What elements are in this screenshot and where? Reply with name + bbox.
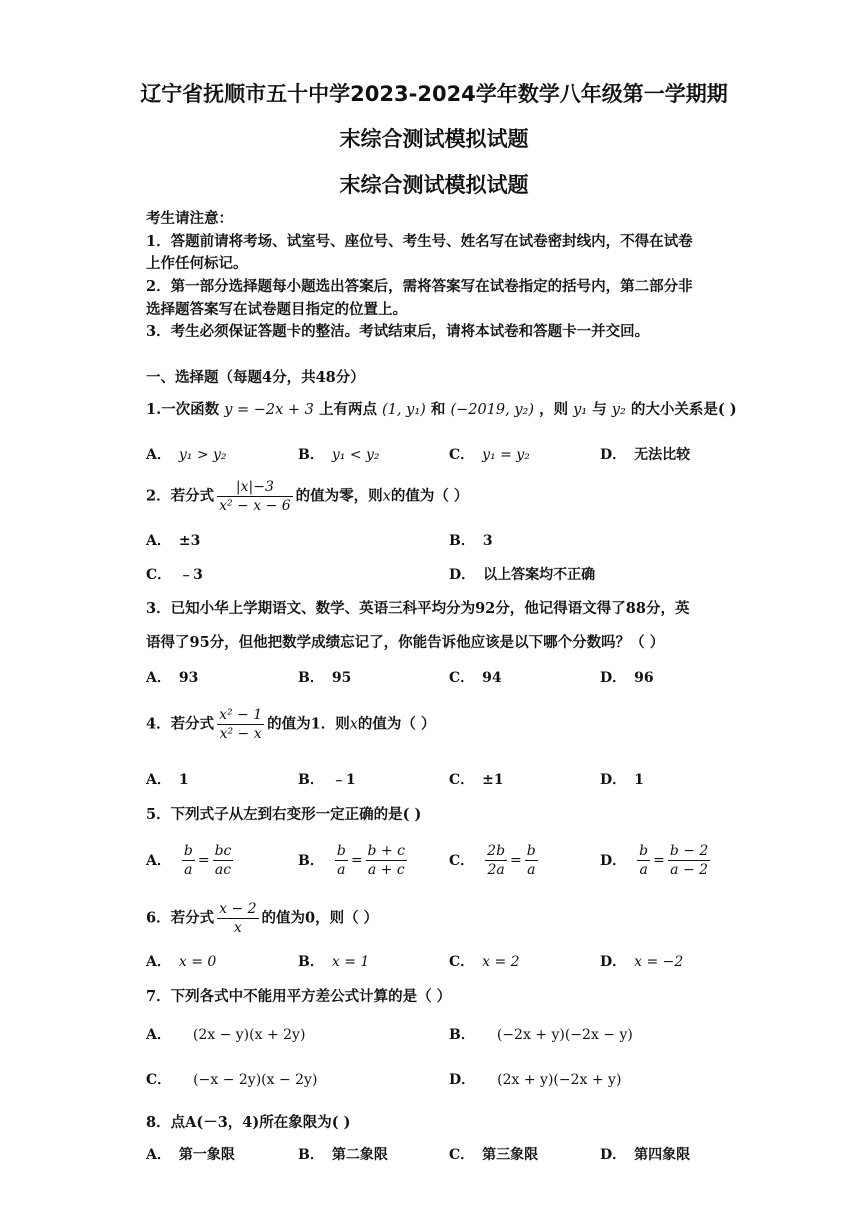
q2-var: x [382, 488, 391, 505]
q2-suffix2: 的值为（ ） [390, 487, 469, 505]
question-1 [146, 398, 737, 419]
q1-suffix: 的大小关系是( ) [630, 401, 737, 418]
section-heading: 一、选择题（每题4分，共48分） [146, 369, 365, 386]
q4-option-b[interactable]: B． ﹣1 [298, 772, 356, 788]
q6-option-b[interactable]: B． x = 1 [298, 954, 370, 970]
q3-option-a[interactable]: A． 93 [146, 670, 199, 686]
notice-item-1a: 1．答题前请将考场、试室号、座位号、考生号、姓名写在试卷密封线内，不得在试卷 [146, 233, 693, 250]
q6-option-a[interactable]: A． x = 0 [146, 954, 217, 970]
question-6 [146, 900, 378, 937]
q6-fraction: $\frac{x - 2}{x}$ [219, 901, 257, 936]
q3-line-2: 语得了95分，但他把数学成绩忘记了，你能告诉他应该是以下哪个分数吗？（ ） [146, 634, 665, 651]
q5-option-c[interactable]: C． $\frac{2b}{2a}$ = $\frac{b}{a}$ [449, 843, 536, 878]
title-line-3: 末综合测试模拟试题 [339, 173, 529, 197]
q7-option-d[interactable]: D． (2x + y)(−2x + y) [449, 1072, 622, 1088]
q4-option-c[interactable]: C． ±1 [449, 772, 504, 788]
q6-prefix: 6．若分式 [146, 909, 215, 927]
q4-fraction: $\frac{\text{x² − 1}}{\text{x² − x}}$ [219, 707, 263, 742]
q2-prefix: 2．若分式 [146, 487, 215, 505]
q4-var: x [349, 716, 358, 733]
q4-suffix: 的值为1．则 [267, 715, 350, 733]
question-4 [146, 706, 435, 743]
q3-line-1: 3．已知小华上学期语文、数学、英语三科平均分为92分，他记得语文得了88分，英 [146, 600, 690, 617]
q2-suffix: 的值为零，则 [295, 487, 383, 505]
q3-option-b[interactable]: B． 95 [298, 670, 352, 686]
q1-y1: y₁ [573, 402, 588, 418]
q1-option-d[interactable]: D． 无法比较 [600, 447, 691, 463]
q7-text: 7．下列各式中不能用平方差公式计算的是（ ） [146, 988, 452, 1005]
q2-option-b[interactable]: B． 3 [449, 533, 493, 549]
q3-option-c[interactable]: C． 94 [449, 670, 502, 686]
q1-mid2: ，则 [539, 401, 569, 418]
q1-mid1: 上有两点 [318, 401, 377, 418]
q8-option-d[interactable]: D． 第四象限 [600, 1147, 691, 1163]
question-2 [146, 478, 468, 515]
q8-option-a[interactable]: A． 第一象限 [146, 1147, 235, 1163]
q5-option-d[interactable]: D． $\frac{b}{a}$ = $\frac{b - 2}{a - 2}$ [600, 843, 709, 878]
q1-point2: (−2019, y₂) [450, 402, 535, 418]
q7-option-c[interactable]: C． (−x − 2y)(x − 2y) [146, 1072, 318, 1088]
q2-option-d[interactable]: D． 以上答案均不正确 [449, 567, 596, 583]
q5-text: 5．下列式子从左到右变形一定正确的是( ) [146, 806, 422, 823]
title-line-1: 辽宁省抚顺市五十中学2023-2024学年数学八年级第一学期期 [140, 82, 728, 106]
q6-option-c[interactable]: C． x = 2 [449, 954, 520, 970]
q1-option-c[interactable]: C． y₁ = y₂ [449, 447, 530, 463]
q1-y2: y₂ [611, 402, 626, 418]
q1-and: 和 [430, 401, 446, 418]
q2-option-a[interactable]: A． ±3 [146, 533, 201, 549]
notice-heading: 考生请注意： [146, 210, 233, 227]
q6-option-d[interactable]: D． x = −2 [600, 954, 684, 970]
notice-item-2a: 2．第一部分选择题每小题选出答案后，需将答案写在试卷指定的括号内，第二部分非 [146, 278, 693, 295]
q8-option-c[interactable]: C． 第三象限 [449, 1147, 539, 1163]
title-line-2: 末综合测试模拟试题 [339, 127, 529, 151]
q1-option-a[interactable]: A． y₁ > y₂ [146, 447, 227, 463]
q4-option-d[interactable]: D． 1 [600, 772, 644, 788]
q7-option-b[interactable]: B． (−2x + y)(−2x − y) [449, 1027, 633, 1043]
q6-suffix: 的值为0，则（ ） [261, 909, 379, 927]
q5-option-a[interactable]: A． $\frac{b}{a}$ = $\frac{bc}{ac}$ [146, 843, 232, 878]
q1-with: 与 [592, 401, 607, 418]
q1-point1: (1, y₁) [382, 402, 426, 418]
q2-option-c[interactable]: C． ﹣3 [146, 567, 203, 583]
q8-text: 8．点A(－3，4)所在象限为( ) [146, 1114, 351, 1131]
notice-item-2b: 选择题答案写在试卷题目指定的位置上。 [146, 301, 407, 318]
q8-option-b[interactable]: B． 第二象限 [298, 1147, 388, 1163]
q5-option-b[interactable]: B． $\frac{b}{a}$ = $\frac{b + c}{a + c}$ [298, 843, 405, 878]
q2-fraction: $\frac{|x|-3}{\text{x² − x − 6}}$ [219, 479, 291, 514]
notice-item-1b: 上作任何标记。 [146, 255, 248, 272]
q4-option-a[interactable]: A． 1 [146, 772, 189, 788]
q4-suffix2: 的值为（ ） [357, 715, 436, 733]
q1-function: y = −2x + 3 [224, 402, 314, 418]
notice-item-3: 3．考生必须保证答题卡的整洁。考试结束后，请将本试卷和答题卡一并交回。 [146, 323, 650, 340]
q1-prefix: 1.一次函数 [146, 401, 220, 418]
q3-option-d[interactable]: D． 96 [600, 670, 654, 686]
q1-option-b[interactable]: B． y₁ < y₂ [298, 447, 380, 463]
q4-prefix: 4．若分式 [146, 715, 215, 733]
q7-option-a[interactable]: A． (2x − y)(x + 2y) [146, 1027, 306, 1043]
